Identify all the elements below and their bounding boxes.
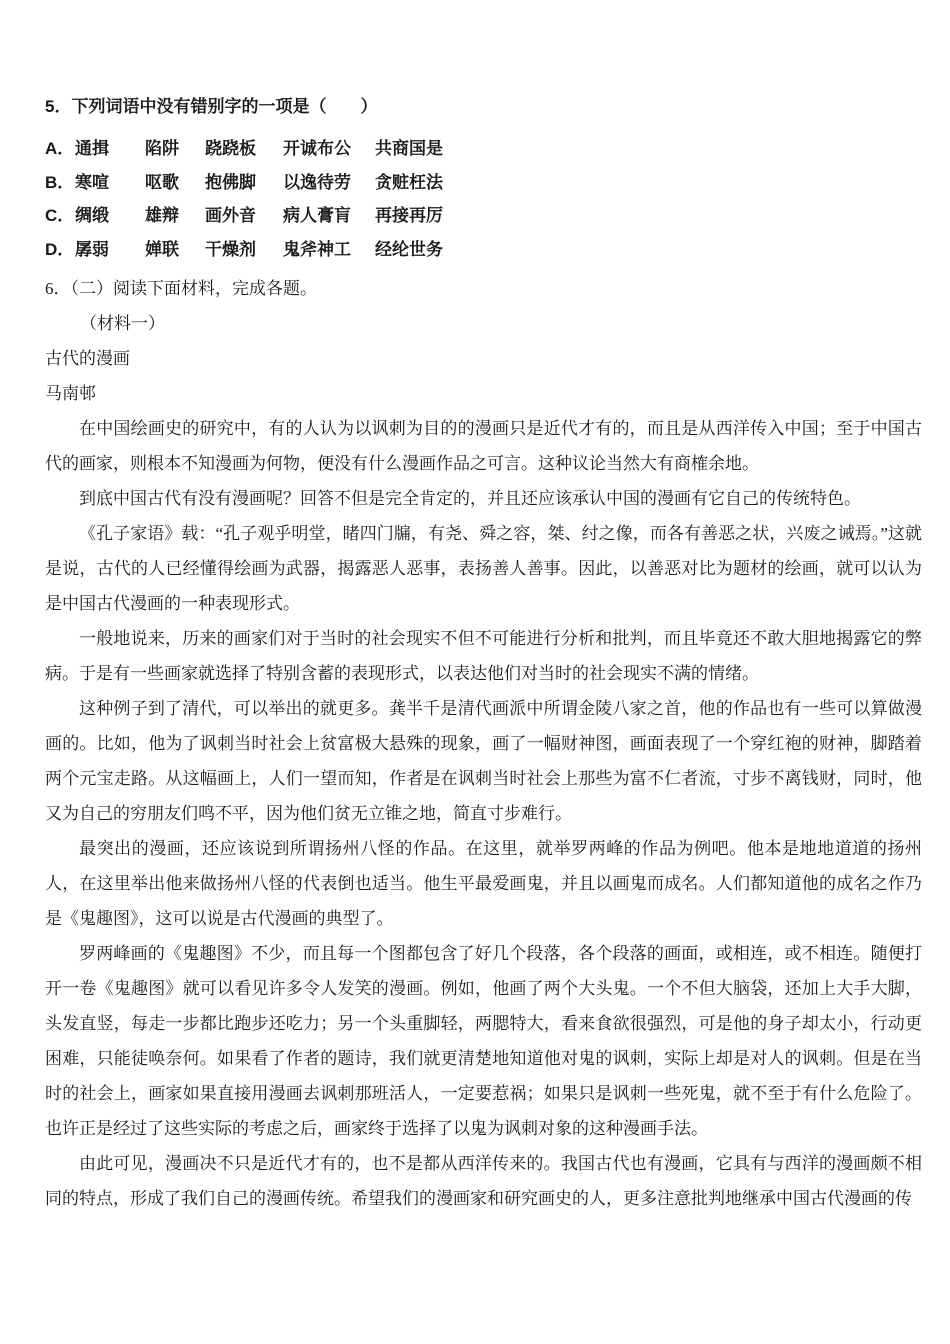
option-b-word-2: 呕歌 — [145, 172, 179, 192]
question-6-intro-text: （二）阅读下面材料，完成各题。 — [70, 279, 317, 298]
option-c-word-5: 再接再厉 — [375, 206, 443, 225]
question-5-number: 5． — [45, 97, 72, 116]
option-row-a — [45, 132, 922, 166]
question-6-intro — [45, 271, 922, 306]
option-a-word-2: 陷阱 — [145, 139, 179, 158]
option-row-c — [45, 199, 922, 233]
option-b-word-4: 以逸待劳 — [283, 172, 351, 192]
question-5-stem-text: 下列词语中没有错别字的一项是（ ） — [71, 97, 378, 116]
option-b-word-1: 寒喧 — [75, 172, 109, 192]
question-5-options — [45, 132, 922, 266]
material-title: 古代的漫画 — [45, 349, 130, 368]
option-b-label: B． — [45, 172, 75, 192]
material-paragraph-4: 一般地说来，历来的画家们对于当时的社会现实不但不可能进行分析和批判，而且毕竟还不敢大胆地揭露它的弊病。于是有一些画家就选择了特别含蓄的表现形式，以表达他们对当时的社会现实不满的情绪。 — [45, 629, 922, 683]
option-b-word-5: 贪赃枉法 — [375, 172, 443, 192]
option-a-word-5: 共商国是 — [375, 139, 443, 158]
question-6-number: 6． — [45, 279, 71, 298]
material-paragraph-5: 这种例子到了清代，可以举出的就更多。龚半千是清代画派中所谓金陵八家之首，他的作品也有一些可以算做漫画的。比如，他为了讽刺当时社会上贫富极大悬殊的现象，画了一幅财神图，画面表现了一个穿红袍的财神，脚踏着两个元宝走路。从这幅画上，人们一望而知，作者是在讽刺当时社会上那些为富不仁者流，寸步不离钱财，同时，他又为自己的穷朋友们鸣不平，因为他们贫无立锥之地，简直寸步难行。 — [45, 699, 922, 823]
material-author: 马南邨 — [45, 384, 96, 403]
option-b-word-3: 抱佛脚 — [205, 172, 256, 192]
option-c-label: C． — [45, 206, 75, 225]
option-a-word-3: 跷跷板 — [205, 139, 256, 158]
option-c-word-1: 绸缎 — [75, 206, 109, 225]
option-c-word-3: 画外音 — [205, 206, 256, 225]
material-paragraph-2: 到底中国古代有没有漫画呢？回答不但是完全肯定的，并且还应该承认中国的漫画有它自己的传统特色。 — [79, 489, 861, 508]
material-paragraph-7: 罗两峰画的《鬼趣图》不少，而且每一个图都包含了好几个段落，各个段落的画面，或相连，或不相连。随便打开一卷《鬼趣图》就可以看见许多令人发笑的漫画。例如，他画了两个大头鬼。一个不但大脑袋，还加上大手大脚，头发直竖，每走一步都比跑步还吃力；另一个头重脚轻，两腮特大，看来食欲很强烈，可是他的身子却太小，行动更困难，只能徒唤奈何。如果看了作者的题诗，我们就更清楚地知道他对鬼的讽刺，实际上却是对人的讽刺。但是在当时的社会上，画家如果直接用漫画去讽刺那班活人，一定要惹祸；如果只是讽刺一些死鬼，就不至于有什么危险了。也许正是经过了这些实际的考虑之后，画家终于选择了以鬼为讽刺对象的这种漫画手法。 — [45, 944, 922, 1138]
option-a-word-4: 开诚布公 — [283, 139, 351, 158]
material-paragraph-6: 最突出的漫画，还应该说到所谓扬州八怪的作品。在这里，就举罗两峰的作品为例吧。他本是地地道道的扬州人，在这里举出他来做扬州八怪的代表倒也适当。他生平最爱画鬼，并且以画鬼而成名。人们都知道他的成名之作乃是《鬼趣图》，这可以说是古代漫画的典型了。 — [45, 839, 922, 928]
option-row-b — [45, 166, 922, 200]
option-d-word-5: 经纶世务 — [375, 239, 443, 259]
option-d-word-2: 婵联 — [145, 239, 179, 259]
option-d-word-3: 干燥剂 — [205, 239, 256, 259]
option-c-word-2: 雄辩 — [145, 206, 179, 225]
option-d-word-1: 孱弱 — [75, 239, 109, 259]
question-5 — [45, 96, 922, 266]
question-6 — [45, 271, 922, 1216]
option-a-label: A． — [45, 139, 75, 158]
option-c-word-4: 病人膏肓 — [283, 206, 351, 225]
material-paragraph-3: 《孔子家语》载：“孔子观乎明堂，睹四门牖，有尧、舜之容，桀、纣之像，而各有善恶之状，兴废之诫焉。”这就是说，古代的人已经懂得绘画为武器，揭露恶人恶事，表扬善人善事。因此，以善恶对比为题材的绘画，就可以认为是中国古代漫画的一种表现形式。 — [45, 524, 922, 613]
material-label: （材料一） — [80, 314, 165, 333]
option-d-label: D． — [45, 239, 75, 259]
material-paragraph-8: 由此可见，漫画决不只是近代才有的，也不是都从西洋传来的。我国古代也有漫画，它具有与西洋的漫画颇不相同的特点，形成了我们自己的漫画传统。希望我们的漫画家和研究画史的人，更多注意批判地继承中国古代漫画的传 — [45, 1154, 922, 1208]
material-paragraph-1: 在中国绘画史的研究中，有的人认为以讽刺为目的的漫画只是近代才有的，而且是从西洋传入中国；至于中国古代的画家，则根本不知漫画为何物，便没有什么漫画作品之可言。这种议论当然大有商榷余地。 — [45, 419, 922, 473]
question-5-stem — [45, 96, 922, 118]
option-a-word-1: 通揖 — [75, 139, 109, 158]
option-row-d — [45, 233, 922, 267]
option-d-word-4: 鬼斧神工 — [283, 239, 351, 259]
